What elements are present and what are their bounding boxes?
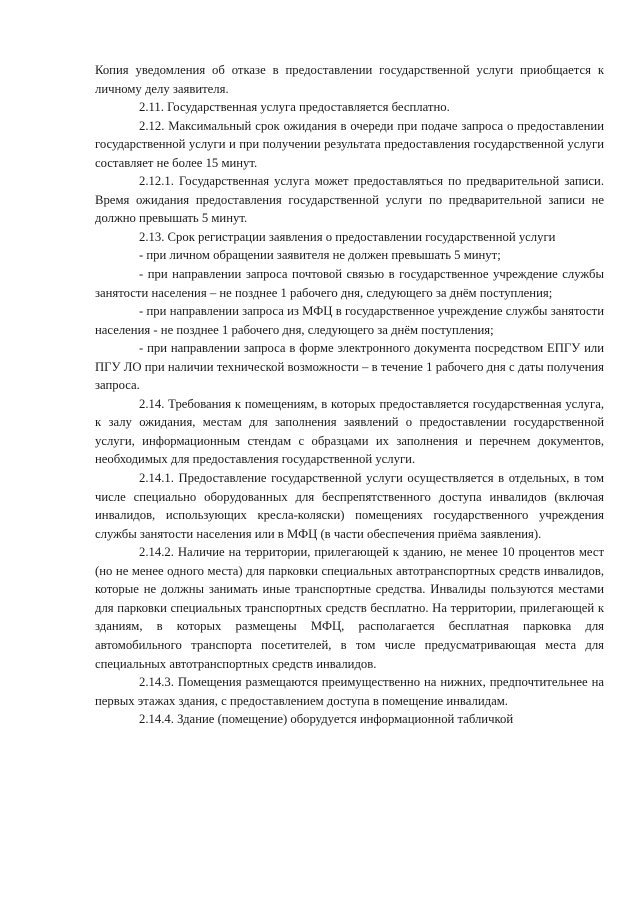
document-page <box>95 61 604 729</box>
list-item-personal: - при личном обращении заявителя не должен превышать 5 минут; <box>139 248 501 263</box>
paragraph-2-14: 2.14. Требования к помещениям, в которых предоставляется государственная услуга, к залу ожидания, местам для заполнения заявлений о предоставлении государственной услуги, информационным стендам с образцами их заполнения и перечнем документов, необходимых для предоставления государственной услуги. <box>95 396 604 467</box>
paragraph-2-11: 2.11. Государственная услуга предоставляется бесплатно. <box>139 100 450 115</box>
paragraph-2-14-3: 2.14.3. Помещения размещаются преимущественно на нижних, предпочтительнее на первых этажах здания, с предоставлением доступа в помещение инвалидам. <box>95 675 604 708</box>
paragraph-2-14-2: 2.14.2. Наличие на территории, прилегающей к зданию, не менее 10 процентов мест (но не менее одного места) для парковки специальных автотранспортных средств инвалидов, которые не должны занимать иные транспортные средства. Инвалиды пользуются местами для парковки специальных транспортных средств бесплатно. На территории, прилегающей к зданиям, в которых размещены МФЦ, располагается бесплатная парковка для автомобильного транспорта посетителей, в том числе предусматривающая места для специальных автотранспортных средств инвалидов. <box>95 545 604 671</box>
paragraph-2-12-1: 2.12.1. Государственная услуга может предоставляться по предварительной записи. Время ожидания предоставления государственной услуги по предварительной записи не должно превышать 5 минут. <box>95 174 604 226</box>
paragraph-2-12: 2.12. Максимальный срок ожидания в очереди при подаче запроса о предоставлении государственной услуги и при получении результата предоставления государственной услуги составляет не более 15 минут. <box>95 118 604 170</box>
list-item-postal: - при направлении запроса почтовой связью в государственное учреждение службы занятости населения – не позднее 1 рабочего дня, следующего за днём поступления; <box>95 267 604 300</box>
paragraph-2-14-4: 2.14.4. Здание (помещение) оборудуется информационной табличкой <box>139 712 514 727</box>
list-item-electronic: - при направлении запроса в форме электронного документа посредством ЕПГУ или ПГУ ЛО при наличии технической возможности – в течение 1 рабочего дня с даты получения запроса. <box>95 341 604 393</box>
paragraph-2-14-1: 2.14.1. Предоставление государственной услуги осуществляется в отдельных, в том числе специально оборудованных для беспрепятственного доступа инвалидов (включая инвалидов, использующих кресла-коляски) помещениях государственного учреждения службы занятости населения или в МФЦ (в части обеспечения приёма заявления). <box>95 471 604 541</box>
paragraph-copy-notice: Копия уведомления об отказе в предоставлении государственной услуги приобщается к личному делу заявителя. <box>95 63 604 96</box>
list-item-mfc: - при направлении запроса из МФЦ в государственное учреждение службы занятости населения - не позднее 1 рабочего дня, следующего за днём поступления; <box>95 304 604 337</box>
paragraph-2-13: 2.13. Срок регистрации заявления о предоставлении государственной услуги <box>139 229 556 244</box>
